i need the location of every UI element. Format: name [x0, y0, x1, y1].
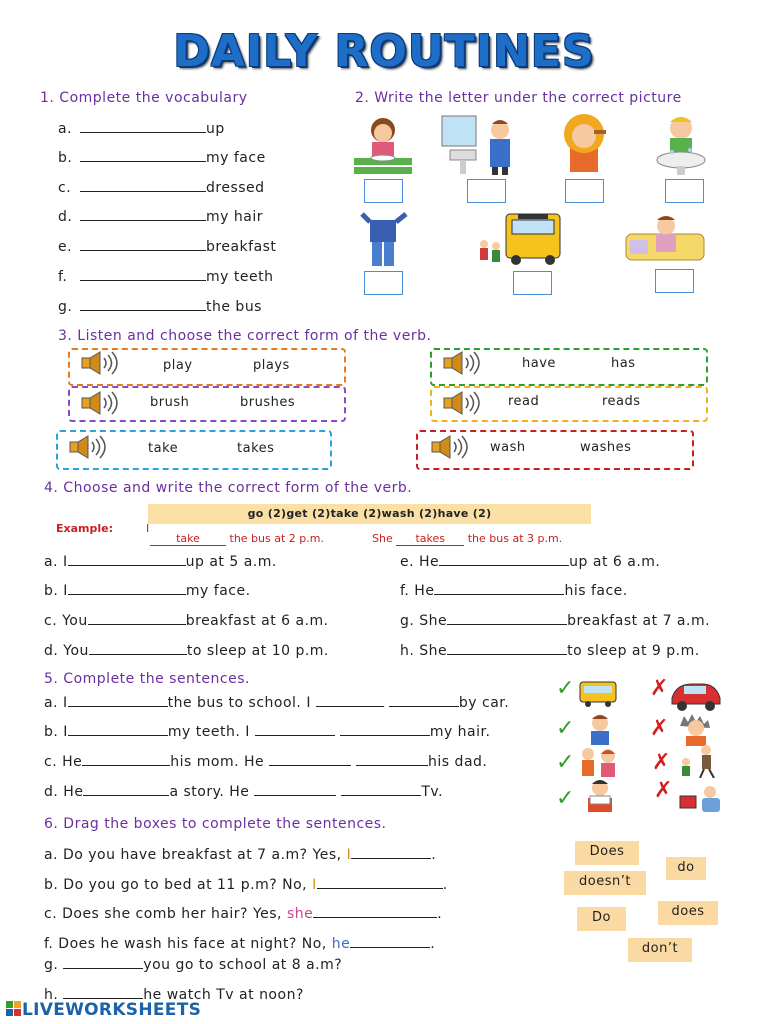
item-letter: b. [58, 150, 73, 166]
cross-icon: ✗ [654, 778, 673, 803]
exercise-6-item [44, 956, 342, 973]
question-text: a. Do you have breakfast at 7 a.m? Yes, [44, 847, 342, 863]
item-suffix: to sleep at 9 p.m. [567, 643, 700, 659]
item-suffix: up at 5 a.m. [185, 554, 277, 570]
exercise-4-item [44, 642, 329, 659]
vocab-word: breakfast [206, 239, 277, 255]
item-suffix: breakfast at 6 a.m. [185, 613, 329, 629]
answer-blank[interactable] [82, 753, 170, 766]
exercise-4-item [44, 553, 277, 570]
answer-blank[interactable] [269, 753, 351, 766]
answer-blank[interactable] [83, 783, 169, 796]
word-bank: go (2)get (2)take (2)wash (2)have (2) [148, 504, 591, 524]
answer-blank[interactable] [356, 753, 428, 766]
item-prefix: g. She [400, 613, 448, 629]
person-watching-tv-picture [676, 782, 726, 816]
sentence-end: . [431, 847, 437, 863]
boy-reading-picture [580, 778, 620, 814]
answer-blank[interactable] [447, 612, 567, 625]
answer-blank[interactable] [316, 694, 384, 707]
section-5-heading: 5. Complete the sentences. [44, 671, 250, 687]
item-suffix: his dad. [428, 754, 488, 770]
drop-blank[interactable] [351, 846, 431, 859]
answer-blank[interactable] [389, 694, 459, 707]
answer-blank[interactable] [68, 723, 168, 736]
girl-combing-hair-picture [556, 112, 612, 176]
answer-box[interactable] [665, 179, 704, 203]
item-prefix: e. He [400, 554, 440, 570]
example-sentence-2 [372, 532, 562, 546]
exercise-4-item [400, 642, 700, 659]
check-icon: ✓ [556, 786, 575, 811]
page-title: DAILY ROUTINES [173, 26, 595, 77]
item-letter: f. [58, 269, 68, 285]
example-answer: take [150, 532, 226, 546]
exercise-5-item [44, 753, 487, 770]
drop-blank[interactable] [317, 876, 443, 889]
drag-box-dont[interactable]: don’t [628, 938, 692, 962]
exercise-6-item [44, 846, 436, 863]
drop-blank[interactable] [313, 905, 437, 918]
item-prefix: d. You [44, 643, 89, 659]
speaker-icon[interactable] [80, 350, 120, 376]
drop-blank[interactable] [63, 986, 143, 999]
example-label: Example: [56, 522, 113, 535]
drag-box-do[interactable]: do [666, 857, 706, 880]
item-suffix: his face. [564, 583, 628, 599]
drop-blank[interactable] [350, 935, 430, 948]
school-bus-picture [476, 210, 564, 268]
item-letter: c. [58, 180, 72, 196]
item-prefix: a. I [44, 554, 68, 570]
exercise-4-item [44, 582, 251, 599]
liveworksheets-logo[interactable] [6, 1000, 201, 1020]
answer-blank[interactable] [89, 642, 187, 655]
answer-blank[interactable] [80, 149, 206, 162]
school-bus-picture [578, 678, 618, 708]
item-prefix: h. She [400, 643, 448, 659]
vocab-word: my hair [206, 209, 263, 225]
item-prefix: b. I [44, 583, 68, 599]
boy-brushing-teeth-picture [584, 712, 616, 746]
verb-option[interactable]: reads [602, 394, 641, 409]
verb-option[interactable]: brushes [240, 395, 296, 410]
verb-option[interactable]: has [611, 356, 636, 371]
answer-blank[interactable] [80, 208, 206, 221]
vocab-item [58, 298, 262, 315]
example-subject: She [372, 532, 393, 545]
speaker-icon[interactable] [430, 434, 470, 460]
vocab-item [58, 179, 265, 196]
boy-messy-hair-picture [672, 712, 718, 746]
verb-option[interactable]: take [148, 441, 179, 456]
car-picture [668, 676, 722, 712]
item-middle: a story. He [169, 784, 250, 800]
item-letter: d. [58, 209, 73, 225]
answer-subject: I [312, 877, 317, 893]
drag-box-does[interactable]: Does [575, 841, 639, 865]
verb-option[interactable]: washes [580, 440, 632, 455]
girl-eating-breakfast-picture [352, 114, 414, 176]
drag-box-doesnt[interactable]: doesn’t [564, 871, 646, 895]
answer-blank[interactable] [80, 238, 206, 251]
cross-icon: ✗ [650, 676, 669, 701]
liveworksheets-logo-icon [6, 1001, 22, 1017]
item-prefix: c. You [44, 613, 88, 629]
boy-with-dad-picture [676, 744, 720, 778]
verb-option[interactable]: have [522, 356, 556, 371]
vocab-word: up [206, 121, 225, 137]
answer-subject: he [331, 936, 351, 952]
answer-blank[interactable] [88, 612, 186, 625]
answer-box[interactable] [364, 179, 403, 203]
answer-subject: she [286, 906, 314, 922]
boy-getting-dressed-picture [360, 212, 408, 270]
section-4-heading: 4. Choose and write the correct form of the verb. [44, 480, 413, 496]
drag-box-do-capital[interactable]: Do [577, 907, 626, 931]
answer-box[interactable] [467, 179, 506, 203]
exercise-6-item [44, 876, 448, 893]
check-icon: ✓ [556, 716, 575, 741]
exercise-5-item [44, 694, 509, 711]
answer-blank[interactable] [80, 298, 206, 311]
answer-blank[interactable] [439, 553, 569, 566]
drag-box-does-lower[interactable]: does [658, 901, 718, 925]
verb-option[interactable]: wash [490, 440, 526, 455]
answer-blank[interactable] [447, 642, 567, 655]
verb-option[interactable]: read [508, 394, 540, 409]
item-suffix: up at 6 a.m. [569, 554, 661, 570]
answer-blank[interactable] [80, 120, 206, 133]
answer-subject: I [346, 847, 352, 863]
vocab-item [58, 149, 266, 166]
item-letter: g. [44, 957, 59, 973]
item-middle: his mom. He [170, 754, 265, 770]
vocab-word: the bus [206, 299, 262, 315]
answer-blank[interactable] [341, 783, 421, 796]
check-icon: ✓ [556, 750, 575, 775]
verb-option[interactable]: plays [253, 358, 290, 373]
vocab-item [58, 268, 273, 285]
cross-icon: ✗ [650, 716, 669, 741]
answer-box[interactable] [655, 269, 694, 293]
item-suffix: Tv. [421, 784, 444, 800]
item-letter: e. [58, 239, 73, 255]
section-3-heading: 3. Listen and choose the correct form of the verb. [58, 328, 432, 344]
speaker-icon[interactable] [442, 350, 482, 376]
answer-box[interactable] [565, 179, 604, 203]
item-suffix: breakfast at 7 a.m. [567, 613, 711, 629]
exercise-4-item [400, 582, 628, 599]
section-6-heading: 6. Drag the boxes to complete the sentences. [44, 816, 387, 832]
item-prefix: d. He [44, 784, 84, 800]
question-text: c. Does she comb her hair? Yes, [44, 906, 282, 922]
speaker-icon[interactable] [68, 434, 108, 460]
speaker-icon[interactable] [80, 390, 120, 416]
answer-blank[interactable] [68, 694, 168, 707]
liveworksheets-brand: LIVEWORKSHEETS [22, 1000, 202, 1020]
exercise-5-item [44, 783, 443, 800]
item-prefix: f. He [400, 583, 435, 599]
section-1-heading: 1. Complete the vocabulary [40, 90, 248, 106]
example-sentence-1 [150, 532, 324, 546]
answer-blank[interactable] [80, 268, 206, 281]
item-middle: my teeth. I [167, 724, 250, 740]
item-prefix: b. I [44, 724, 68, 740]
question-text: b. Do you go to bed at 11 p.m? No, [44, 877, 308, 893]
speaker-icon[interactable] [442, 390, 482, 416]
sentence-end: . [437, 906, 443, 922]
exercise-6-item [44, 935, 435, 952]
boy-brushing-teeth-picture [440, 114, 520, 176]
item-suffix: my face. [185, 583, 251, 599]
question-text: he watch Tv at noon? [143, 987, 304, 1003]
exercise-5-item [44, 723, 490, 740]
exercise-4-item [400, 553, 660, 570]
item-suffix: my hair. [429, 724, 491, 740]
item-middle: the bus to school. I [167, 695, 311, 711]
item-suffix: by car. [458, 695, 510, 711]
example-subject: I [146, 522, 150, 535]
item-letter: a. [58, 121, 73, 137]
boy-with-mom-picture [574, 746, 626, 778]
answer-blank[interactable] [80, 179, 206, 192]
answer-blank[interactable] [254, 783, 336, 796]
answer-box[interactable] [364, 271, 403, 295]
question-text: f. Does he wash his face at night? No, [44, 936, 327, 952]
answer-blank[interactable] [255, 723, 335, 736]
cross-icon: ✗ [652, 750, 671, 775]
item-letter: h. [44, 987, 59, 1003]
item-letter: g. [58, 299, 73, 315]
exercise-4-item [400, 612, 710, 629]
vocab-word: my teeth [206, 269, 274, 285]
verb-option[interactable]: takes [237, 441, 275, 456]
check-icon: ✓ [556, 676, 575, 701]
verb-option[interactable]: brush [150, 395, 190, 410]
exercise-4-item [44, 612, 329, 629]
example-answer: takes [396, 532, 464, 546]
vocab-word: my face [206, 150, 266, 166]
item-prefix: c. He [44, 754, 83, 770]
vocab-item [58, 120, 225, 137]
answer-blank[interactable] [68, 553, 186, 566]
example-rest: the bus at 3 p.m. [467, 532, 563, 545]
answer-box[interactable] [513, 271, 552, 295]
vocab-item [58, 238, 276, 255]
item-suffix: to sleep at 10 p.m. [186, 643, 329, 659]
boy-washing-face-picture [650, 112, 712, 176]
vocab-item [58, 208, 263, 225]
sentence-end: . [442, 877, 448, 893]
section-2-heading: 2. Write the letter under the correct picture [355, 90, 682, 106]
drop-blank[interactable] [63, 956, 143, 969]
question-text: you go to school at 8 a.m? [143, 957, 343, 973]
answer-blank[interactable] [434, 582, 564, 595]
verb-option[interactable]: play [163, 358, 193, 373]
exercise-6-item [44, 905, 442, 922]
vocab-word: dressed [206, 180, 265, 196]
answer-blank[interactable] [68, 582, 186, 595]
sentence-end: . [430, 936, 436, 952]
example-rest: the bus at 2 p.m. [229, 532, 324, 545]
item-prefix: a. I [44, 695, 68, 711]
answer-blank[interactable] [340, 723, 430, 736]
boy-getting-up-picture [622, 212, 708, 268]
